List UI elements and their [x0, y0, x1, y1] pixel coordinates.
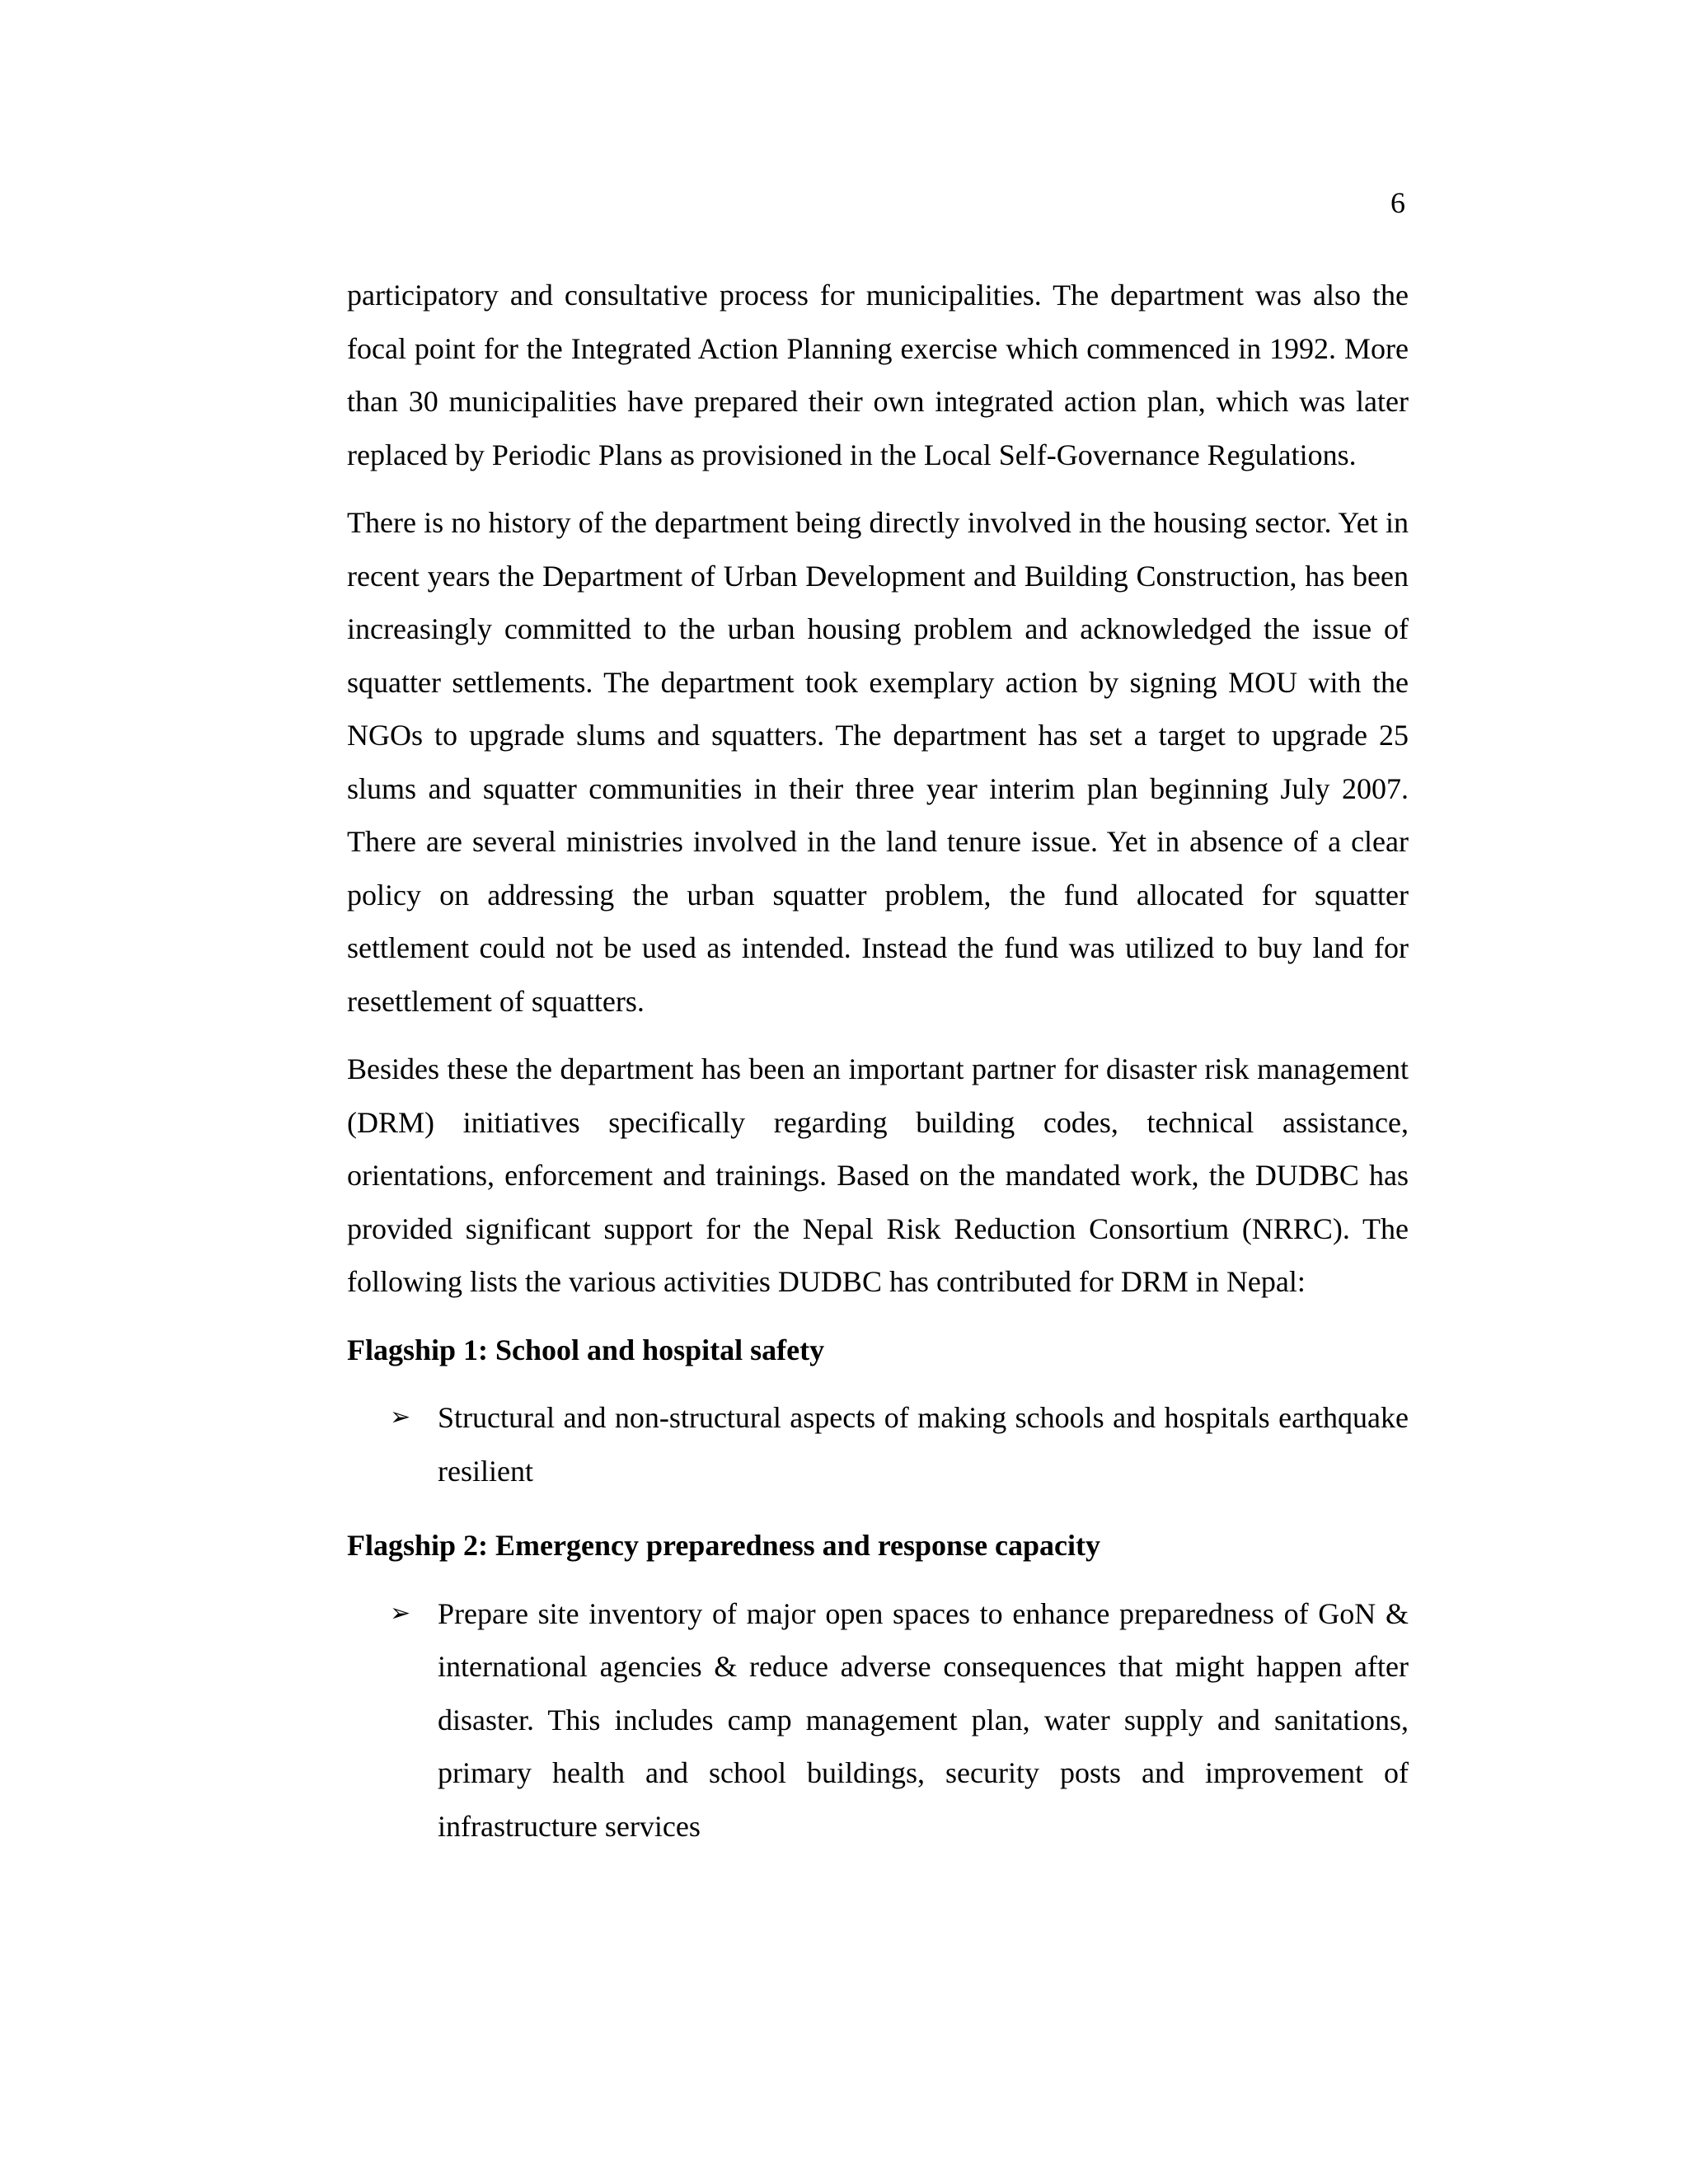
section-heading: Flagship 1: School and hospital safety	[347, 1333, 825, 1366]
body-paragraph: participatory and consultative process for municipalities. The department was also the focal point for the Integrated Action Planning exercise which commenced in 1992. More than 30 municipalities have prepared their own integrated action plan, which was later replaced by Periodic Plans as provisioned in the Local Self-Governance Regulations.	[347, 279, 1409, 471]
body-paragraph: There is no history of the department being directly involved in the housing sector. Yet in recent years the Department of Urban Development and Building Construction, has been increasingly committed to the urban housing problem and acknowledged the issue of squatter settlements. The department took exemplary action by signing MOU with the NGOs to upgrade slums and squatters. The department has set a target to upgrade 25 slums and squatter communities in their three year interim plan beginning July 2007. There are several ministries involved in the land tenure issue. Yet in absence of a clear policy on addressing the urban squatter problem, the fund allocated for squatter settlement could not be used as intended. Instead the fund was utilized to buy land for resettlement of squatters.	[347, 506, 1409, 1018]
list-item	[390, 1391, 1409, 1497]
bullet-list	[347, 1587, 1409, 1854]
list-item-text: Prepare site inventory of major open spaces to enhance preparedness of GoN & international agencies & reduce adverse consequences that might happen after disaster. This includes camp management plan, water supply and sanitations, primary health and school buildings, security posts and improvement of infrastructure services	[438, 1596, 1409, 1843]
list-item-text: Structural and non-structural aspects of making schools and hospitals earthquake resilient	[438, 1401, 1409, 1488]
bullet-list	[347, 1391, 1409, 1497]
section-heading: Flagship 2: Emergency preparedness and response capacity	[347, 1529, 1101, 1562]
arrowhead-bullet-icon: ➢	[390, 1598, 411, 1628]
document-body	[347, 269, 1409, 1874]
page-number: 6	[1390, 186, 1405, 219]
arrowhead-bullet-icon: ➢	[390, 1403, 411, 1432]
body-paragraph: Besides these the department has been an important partner for disaster risk management (DRM) initiatives specifically regarding building codes, technical assistance, orientations, enforcement and trainings. Based on the mandated work, the DUDBC has provided significant support for the Nepal Risk Reduction Consortium (NRRC). The following lists the various activities DUDBC has contributed for DRM in Nepal:	[347, 1052, 1409, 1298]
list-item	[390, 1587, 1409, 1854]
